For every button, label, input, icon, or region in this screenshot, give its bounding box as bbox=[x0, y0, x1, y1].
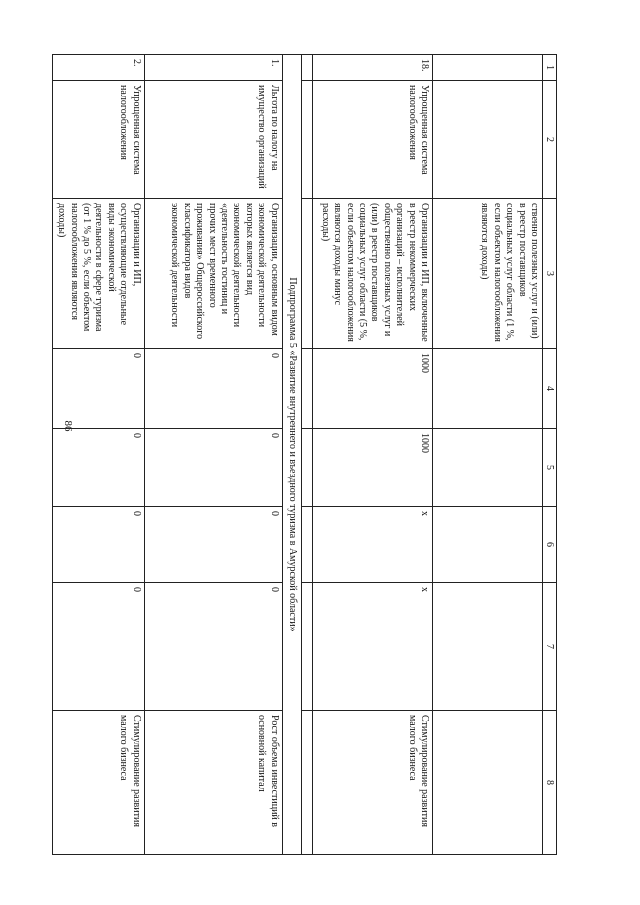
table-row-1 bbox=[144, 55, 282, 855]
cell-number: 2. bbox=[52, 55, 144, 81]
cell-benefit-type: Упрощенная система налогообложения bbox=[313, 81, 433, 199]
column-header: 1 bbox=[543, 55, 557, 81]
cell-recipients: Организации, основным видом экономической деятельности которых является вид экономической деятельности «деятельность гостиниц и прочих мест временного проживания» Общероссийского классификатора видов экономической деятельности bbox=[144, 199, 282, 349]
cell-value-6: 0 bbox=[144, 507, 282, 583]
cell-goal: Стимулирование развития малого бизнеса bbox=[313, 711, 433, 855]
cell-value-7: 0 bbox=[144, 583, 282, 711]
cell-value-7: 0 bbox=[52, 583, 144, 711]
cell-value-6: х bbox=[313, 507, 433, 583]
column-header: 3 bbox=[543, 199, 557, 349]
cell-number: 18. bbox=[313, 55, 433, 81]
cell-value-6: 0 bbox=[52, 507, 144, 583]
subprogram-title: Подпрограмма 5 «Развитие внутреннего и въездного туризма в Амурской области» bbox=[282, 55, 301, 855]
cell-goal bbox=[433, 711, 543, 855]
cell-number bbox=[433, 55, 543, 81]
page-number: 86 bbox=[62, 420, 74, 432]
column-header-row bbox=[543, 55, 557, 855]
cell-value-5: 0 bbox=[52, 429, 144, 507]
cell-value-7 bbox=[433, 583, 543, 711]
table-row-2 bbox=[52, 55, 144, 855]
cell-recipients: Организации и ИП, осуществляющие отдельные виды экономической деятельности в сфере туризма (от 1 % до 5 %, если объектом налогообложения являются доходы) bbox=[52, 199, 144, 349]
cell-benefit-type: Льгота по налогу на имущество организаций bbox=[144, 81, 282, 199]
cell-value-4: 1000 bbox=[313, 349, 433, 429]
cell-value-4 bbox=[433, 349, 543, 429]
column-header: 5 bbox=[543, 429, 557, 507]
column-header: 2 bbox=[543, 81, 557, 199]
subprogram-row bbox=[282, 55, 301, 855]
cell-benefit-type bbox=[433, 81, 543, 199]
column-header: 6 bbox=[543, 507, 557, 583]
tax-benefits-table bbox=[52, 54, 557, 855]
cell-goal: Рост объема инвестиций в основной капитал bbox=[144, 711, 282, 855]
column-header: 8 bbox=[543, 711, 557, 855]
column-header: 4 bbox=[543, 349, 557, 429]
cell-value-5 bbox=[433, 429, 543, 507]
cell-goal: Стимулирование развития малого бизнеса bbox=[52, 711, 144, 855]
cell-recipients: Организации и ИП, включенные в реестр некоммерческих организаций – исполнителей общественно полезных услуг и (или) в реестр поставщиков социальных услуг области (5 %, если объектом налогообложения являются доходы минус расходы) bbox=[313, 199, 433, 349]
cell-value-6 bbox=[433, 507, 543, 583]
table-row-continued bbox=[433, 55, 543, 855]
cell-value-4: 0 bbox=[52, 349, 144, 429]
divider-row bbox=[302, 55, 313, 855]
cell-recipients: ственно полезных услуг и (или) в реестр поставщиков социальных услуг области (1 %, если объектом налогообложения являются доходы) bbox=[433, 199, 543, 349]
cell-value-5: 1000 bbox=[313, 429, 433, 507]
cell-value-7: х bbox=[313, 583, 433, 711]
cell-benefit-type: Упрощенная система налогообложения bbox=[52, 81, 144, 199]
cell-value-4: 0 bbox=[144, 349, 282, 429]
cell-value-5: 0 bbox=[144, 429, 282, 507]
table-row-18 bbox=[313, 55, 433, 855]
cell-number: 1. bbox=[144, 55, 282, 81]
column-header: 7 bbox=[543, 583, 557, 711]
